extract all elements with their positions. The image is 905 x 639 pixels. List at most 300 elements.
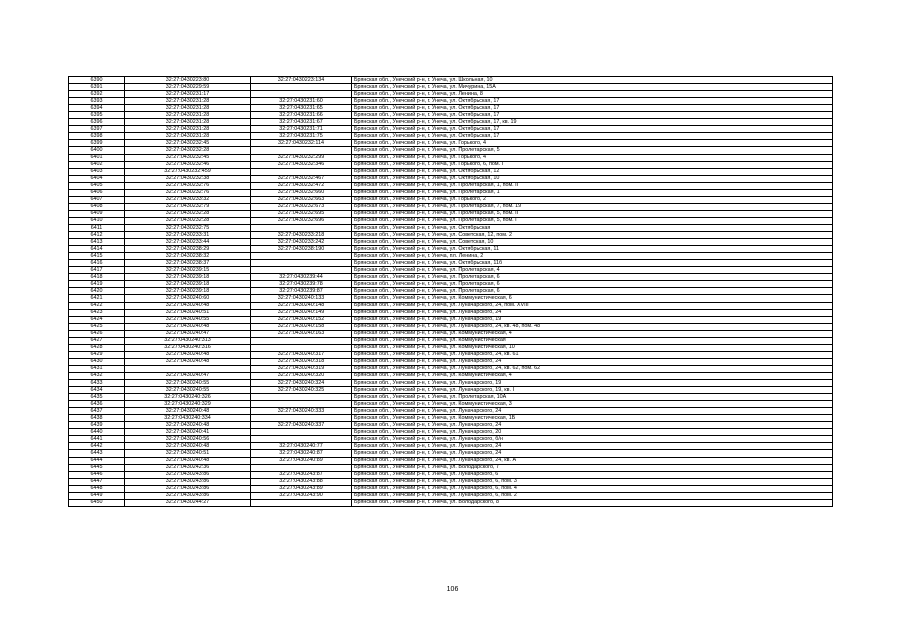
building-number-cell: 32:27:0430240:320	[251, 372, 352, 379]
table-row	[69, 387, 833, 394]
building-number-cell: 32:27:0430243:90	[251, 492, 352, 499]
building-number-cell: 32:27:0430231:65	[251, 105, 352, 112]
address-cell: Брянская обл., Унечский р-н, г. Унеча, ул. Октябрьская, 17	[352, 98, 833, 105]
row-number-cell: 6414	[69, 246, 125, 253]
parcel-number-cell: 32:27:0430240:316	[125, 344, 251, 351]
row-number-cell: 6420	[69, 288, 125, 295]
address-cell: Брянская обл., Унечский р-н, г. Унеча, ул. Школьная, 10	[352, 77, 833, 84]
address-cell: Брянская обл., Унечский р-н, г. Унеча, ул. Луначарского, 6	[352, 471, 833, 478]
building-number-cell: 32:27:0430243:87	[251, 471, 352, 478]
building-number-cell: 32:27:0430231:66	[251, 112, 352, 119]
table-row	[69, 203, 833, 210]
row-number-cell: 6440	[69, 429, 125, 436]
table-row	[69, 408, 833, 415]
parcel-number-cell: 32:27:0430232:75	[125, 224, 251, 231]
building-number-cell: 32:27:0430231:75	[251, 133, 352, 140]
address-cell: Брянская обл., Унечский р-н, г. Унеча, ул. Луначарского, 6, пом. 4	[352, 485, 833, 492]
building-number-cell	[251, 224, 352, 231]
cadastral-table	[68, 76, 833, 507]
building-number-cell: 32:27:0430240:324	[251, 380, 352, 387]
parcel-number-cell: 32:27:0430231:28	[125, 98, 251, 105]
address-cell: Брянская обл., Унечский р-н, г. Унеча, ул. Луначарского, 20	[352, 429, 833, 436]
parcel-number-cell: 32:27:0430240:48	[125, 408, 251, 415]
parcel-number-cell: 32:27:0430240:334	[125, 415, 251, 422]
table-row	[69, 253, 833, 260]
row-number-cell: 6429	[69, 351, 125, 358]
building-number-cell: 32:27:0430240:333	[251, 408, 352, 415]
row-number-cell: 6396	[69, 119, 125, 126]
parcel-number-cell: 32:27:0430232:76	[125, 189, 251, 196]
parcel-number-cell: 32:27:0430240:60	[125, 295, 251, 302]
row-number-cell: 6402	[69, 161, 125, 168]
row-number-cell: 6446	[69, 471, 125, 478]
table-row	[69, 210, 833, 217]
table-row	[69, 175, 833, 182]
table-body	[69, 77, 833, 507]
table-row	[69, 281, 833, 288]
parcel-number-cell: 32:27:0430232:76	[125, 182, 251, 189]
table-row	[69, 422, 833, 429]
table-row	[69, 330, 833, 337]
row-number-cell: 6398	[69, 133, 125, 140]
parcel-number-cell: 32:27:0430240:326	[125, 394, 251, 401]
row-number-cell: 6391	[69, 84, 125, 91]
address-cell: Брянская обл., Унечский р-н, г. Унеча, ул. Коммунистическая, 1Б	[352, 415, 833, 422]
row-number-cell: 6410	[69, 217, 125, 224]
address-cell: Брянская обл., Унечский р-н, г. Унеча, пл. Ленина, 2	[352, 253, 833, 260]
parcel-number-cell: 32:27:0430232:28	[125, 217, 251, 224]
row-number-cell: 6427	[69, 337, 125, 344]
address-cell: Брянская обл., Унечский р-н, г. Унеча, ул. Октябрьская, 17	[352, 112, 833, 119]
row-number-cell: 6418	[69, 274, 125, 281]
parcel-number-cell: 32:27:0430243:86	[125, 485, 251, 492]
row-number-cell: 6403	[69, 168, 125, 175]
address-cell: Брянская обл., Унечский р-н, г. Унеча, ул. Октябрьская, 12	[352, 168, 833, 175]
table-row	[69, 372, 833, 379]
address-cell: Брянская обл., Унечский р-н, г. Унеча, ул. Луначарского, 19	[352, 316, 833, 323]
building-number-cell: 32:27:0430232:663	[251, 196, 352, 203]
parcel-number-cell: 32:27:0430239:18	[125, 288, 251, 295]
table-row	[69, 450, 833, 457]
row-number-cell: 6399	[69, 140, 125, 147]
address-cell: Брянская обл., Унечский р-н, г. Унеча, ул. Октябрьская, 11	[352, 246, 833, 253]
address-cell: Брянская обл., Унечский р-н, г. Унеча, ул. Горького, 6, пом. I	[352, 161, 833, 168]
building-number-cell: 32:27:0430240:148	[251, 302, 352, 309]
row-number-cell: 6426	[69, 330, 125, 337]
address-cell: Брянская обл., Унечский р-н, г. Унеча, ул. Пролетарская, 5	[352, 147, 833, 154]
building-number-cell: 32:27:0430240:87	[251, 450, 352, 457]
building-number-cell: 32:27:0430231:67	[251, 119, 352, 126]
row-number-cell: 6433	[69, 380, 125, 387]
building-number-cell: 32:27:0430240:133	[251, 295, 352, 302]
row-number-cell: 6423	[69, 309, 125, 316]
row-number-cell: 6400	[69, 147, 125, 154]
table-row	[69, 232, 833, 239]
row-number-cell: 6401	[69, 154, 125, 161]
table-row	[69, 217, 833, 224]
row-number-cell: 6439	[69, 422, 125, 429]
building-number-cell: 32:27:0430240:325	[251, 387, 352, 394]
building-number-cell: 32:27:0430240:77	[251, 443, 352, 450]
address-cell: Брянская обл., Унечский р-н, г. Унеча, ул. Октябрьская, 17, кв. 19	[352, 119, 833, 126]
address-cell: Брянская обл., Унечский р-н, г. Унеча, ул. Горького, 4	[352, 140, 833, 147]
parcel-number-cell: 32:27:0430232:38	[125, 175, 251, 182]
address-cell: Брянская обл., Унечский р-н, г. Унеча, ул. Луначарского, 19, кв. I	[352, 387, 833, 394]
table-row	[69, 98, 833, 105]
address-cell: Брянская обл., Унечский р-н, г. Унеча, ул. Пролетарская, 10А	[352, 394, 833, 401]
table-row	[69, 133, 833, 140]
address-cell: Брянская обл., Унечский р-н, г. Унеча, ул. Луначарского, 24	[352, 443, 833, 450]
table-row	[69, 126, 833, 133]
table-row	[69, 429, 833, 436]
parcel-number-cell: 32:27:0430240:48	[125, 457, 251, 464]
parcel-number-cell: 32:27:0430231:28	[125, 133, 251, 140]
row-number-cell: 6450	[69, 499, 125, 506]
address-cell: Брянская обл., Унечский р-н, г. Унеча, ул. Пролетарская, 6	[352, 288, 833, 295]
address-cell: Брянская обл., Унечский р-н, г. Унеча, ул. Октябрьская, 17	[352, 126, 833, 133]
building-number-cell: 32:27:0430240:337	[251, 422, 352, 429]
table-row	[69, 274, 833, 281]
parcel-number-cell: 32:27:0430242:36	[125, 464, 251, 471]
table-row	[69, 436, 833, 443]
building-number-cell	[251, 260, 352, 267]
address-cell: Брянская обл., Унечский р-н, г. Унеча, ул. Пролетарская, 4	[352, 267, 833, 274]
parcel-number-cell: 32:27:0430239:15	[125, 267, 251, 274]
parcel-number-cell: 32:27:0430240:55	[125, 380, 251, 387]
address-cell: Брянская обл., Унечский р-н, г. Унеча, ул. Луначарского, 24, кв. 62, пом. 62	[352, 365, 833, 372]
parcel-number-cell: 32:27:0430232:28	[125, 210, 251, 217]
parcel-number-cell: 32:27:0430233:44	[125, 239, 251, 246]
row-number-cell: 6430	[69, 358, 125, 365]
parcel-number-cell: 32:27:0430240:48	[125, 358, 251, 365]
table-row	[69, 112, 833, 119]
table-row	[69, 316, 833, 323]
table-row	[69, 499, 833, 506]
parcel-number-cell: 32:27:0430240:313	[125, 337, 251, 344]
parcel-number-cell: 32:27:0430240:47	[125, 372, 251, 379]
table-row	[69, 380, 833, 387]
address-cell: Брянская обл., Унечский р-н, г. Унеча, ул. Коммунистическая, 10	[352, 344, 833, 351]
parcel-number-cell: 32:27:0430231:28	[125, 112, 251, 119]
building-number-cell: 32:27:0430233:218	[251, 232, 352, 239]
table-row	[69, 443, 833, 450]
building-number-cell: 32:27:0430232:472	[251, 182, 352, 189]
page-number: 106	[446, 586, 459, 593]
building-number-cell	[251, 464, 352, 471]
table-row	[69, 161, 833, 168]
building-number-cell	[251, 415, 352, 422]
row-number-cell: 6431	[69, 365, 125, 372]
parcel-number-cell: 32:27:0430239:18	[125, 281, 251, 288]
address-cell: Брянская обл., Унечский р-н, г. Унеча, ул. Луначарского, 6, пом. 2	[352, 492, 833, 499]
parcel-number-cell: 32:27:0430232:45	[125, 154, 251, 161]
address-cell: Брянская обл., Унечский р-н, г. Унеча, ул. Пролетарская, 1	[352, 189, 833, 196]
building-number-cell	[251, 168, 352, 175]
building-number-cell: 32:27:0430239:87	[251, 288, 352, 295]
row-number-cell: 6408	[69, 203, 125, 210]
building-number-cell: 32:27:0430232:114	[251, 140, 352, 147]
building-number-cell: 32:27:0430239:44	[251, 274, 352, 281]
address-cell: Брянская обл., Унечский р-н, г. Унеча, ул. Луначарского, 24, пом. XVIII	[352, 302, 833, 309]
row-number-cell: 6417	[69, 267, 125, 274]
row-number-cell: 6441	[69, 436, 125, 443]
address-cell: Брянская обл., Унечский р-н, г. Унеча, ул. Луначарского, 24	[352, 358, 833, 365]
row-number-cell: 6432	[69, 372, 125, 379]
address-cell: Брянская обл., Унечский р-н, г. Унеча, ул. Луначарского, 6, пом. 3	[352, 478, 833, 485]
building-number-cell	[251, 337, 352, 344]
address-cell: Брянская обл., Унечский р-н, г. Унеча, ул. Пролетарская, 6	[352, 281, 833, 288]
row-number-cell: 6412	[69, 232, 125, 239]
address-cell: Брянская обл., Унечский р-н, г. Унеча, ул. Мичурина, 15А	[352, 84, 833, 91]
address-cell: Брянская обл., Унечский р-н, г. Унеча, ул. Луначарского, 24	[352, 450, 833, 457]
address-cell: Брянская обл., Унечский р-н, г. Унеча, ул. Пролетарская, 5, пом. I	[352, 217, 833, 224]
row-number-cell: 6447	[69, 478, 125, 485]
row-number-cell: 6422	[69, 302, 125, 309]
building-number-cell: 32:27:0430239:78	[251, 281, 352, 288]
address-cell: Брянская обл., Унечский р-н, г. Унеча, ул. Коммунистическая, 6	[352, 295, 833, 302]
building-number-cell	[251, 147, 352, 154]
address-cell: Брянская обл., Унечский р-н, г. Унеча, ул. Луначарского, б/н	[352, 436, 833, 443]
address-cell: Брянская обл., Унечский р-н, г. Унеча, ул. Луначарского, 24, кв. 48, пом. 48	[352, 323, 833, 330]
building-number-cell	[251, 253, 352, 260]
parcel-number-cell: 32:27:0430240:41	[125, 429, 251, 436]
building-number-cell: 32:27:0430232:660	[251, 189, 352, 196]
parcel-number-cell: 32:27:0430232:46	[125, 161, 251, 168]
address-cell: Брянская обл., Унечский р-н, г. Унеча, ул. Ленина, 8	[352, 91, 833, 98]
table-row	[69, 492, 833, 499]
parcel-number-cell: 32:27:0430240:48	[125, 351, 251, 358]
table-row	[69, 224, 833, 231]
table-row	[69, 344, 833, 351]
parcel-number-cell: 32:27:0430232:45	[125, 140, 251, 147]
parcel-number-cell: 32:27:0430232:79	[125, 203, 251, 210]
table-row	[69, 358, 833, 365]
row-number-cell: 6428	[69, 344, 125, 351]
row-number-cell: 6390	[69, 77, 125, 84]
table-row	[69, 147, 833, 154]
row-number-cell: 6449	[69, 492, 125, 499]
building-number-cell: 32:27:0430223:134	[251, 77, 352, 84]
row-number-cell: 6395	[69, 112, 125, 119]
parcel-number-cell: 32:27:0430240:51	[125, 309, 251, 316]
parcel-number-cell: 32:27:0430240:48	[125, 443, 251, 450]
parcel-number-cell: 32:27:0430238:29	[125, 246, 251, 253]
row-number-cell: 6413	[69, 239, 125, 246]
address-cell: Брянская обл., Унечский р-н, г. Унеча, ул. Володарского, 7	[352, 464, 833, 471]
table-row	[69, 105, 833, 112]
row-number-cell: 6434	[69, 387, 125, 394]
parcel-number-cell: 32:27:0430240:48	[125, 422, 251, 429]
row-number-cell: 6392	[69, 91, 125, 98]
row-number-cell: 6406	[69, 189, 125, 196]
table-row	[69, 140, 833, 147]
table-row	[69, 365, 833, 372]
table-row	[69, 239, 833, 246]
building-number-cell	[251, 84, 352, 91]
table-row	[69, 84, 833, 91]
parcel-number-cell: 32:27:0430229:59	[125, 84, 251, 91]
parcel-number-cell: 32:27:0430240:329	[125, 401, 251, 408]
parcel-number-cell: 32:27:0430232:459	[125, 168, 251, 175]
table-row	[69, 302, 833, 309]
address-cell: Брянская обл., Унечский р-н, г. Унеча, ул. Октябрьская, 11б	[352, 260, 833, 267]
row-number-cell: 6424	[69, 316, 125, 323]
address-cell: Брянская обл., Унечский р-н, г. Унеча, ул. Коммунистическая, 4	[352, 372, 833, 379]
table-row	[69, 295, 833, 302]
table-row	[69, 196, 833, 203]
address-cell: Брянская обл., Унечский р-н, г. Унеча, ул. Советская, 12, пом. 2	[352, 232, 833, 239]
table-row	[69, 91, 833, 98]
parcel-number-cell: 32:27:0430223:80	[125, 77, 251, 84]
row-number-cell: 6394	[69, 105, 125, 112]
row-number-cell: 6393	[69, 98, 125, 105]
row-number-cell: 6448	[69, 485, 125, 492]
address-cell: Брянская обл., Унечский р-н, г. Унеча, ул. Луначарского, 19	[352, 380, 833, 387]
building-number-cell	[251, 401, 352, 408]
table-row	[69, 394, 833, 401]
row-number-cell: 6415	[69, 253, 125, 260]
building-number-cell	[251, 499, 352, 506]
building-number-cell: 32:27:0430240:152	[251, 316, 352, 323]
parcel-number-cell: 32:27:0430231:28	[125, 126, 251, 133]
table-row	[69, 267, 833, 274]
table-row	[69, 288, 833, 295]
table-row	[69, 478, 833, 485]
address-cell: Брянская обл., Унечский р-н, г. Унеча, ул. Луначарского, 24, кв. 61	[352, 351, 833, 358]
parcel-number-cell: 32:27:0430232:28	[125, 147, 251, 154]
row-number-cell: 6425	[69, 323, 125, 330]
parcel-number-cell: 32:27:0430244:27	[125, 499, 251, 506]
address-cell: Брянская обл., Унечский р-н, г. Унеча, ул. Луначарского, 24	[352, 309, 833, 316]
table-row	[69, 351, 833, 358]
parcel-number-cell: 32:27:0430243:86	[125, 478, 251, 485]
building-number-cell: 32:27:0430240:318	[251, 358, 352, 365]
building-number-cell: 32:27:0430232:299	[251, 154, 352, 161]
address-cell: Брянская обл., Унечский р-н, г. Унеча, ул. Пролетарская, 7, пом. 19	[352, 203, 833, 210]
table-row	[69, 401, 833, 408]
address-cell: Брянская обл., Унечский р-н, г. Унеча, ул. Советская, 10	[352, 239, 833, 246]
parcel-number-cell: 32:27:0430240:47	[125, 330, 251, 337]
address-cell: Брянская обл., Унечский р-н, г. Унеча, ул. Луначарского, 24	[352, 408, 833, 415]
row-number-cell: 6419	[69, 281, 125, 288]
row-number-cell: 6438	[69, 415, 125, 422]
table-row	[69, 119, 833, 126]
parcel-number-cell: 32:27:0430233:32	[125, 196, 251, 203]
table-row	[69, 323, 833, 330]
building-number-cell	[251, 436, 352, 443]
table-row	[69, 246, 833, 253]
row-number-cell: 6411	[69, 224, 125, 231]
table-row	[69, 189, 833, 196]
address-cell: Брянская обл., Унечский р-н, г. Унеча, ул. Коммунистическая, 4	[352, 330, 833, 337]
building-number-cell	[251, 429, 352, 436]
parcel-number-cell: 32:27:0430231:28	[125, 119, 251, 126]
address-cell: Брянская обл., Унечский р-н, г. Унеча, ул. Октябрьская, 10	[352, 175, 833, 182]
building-number-cell	[251, 91, 352, 98]
building-number-cell: 32:27:0430240:149	[251, 309, 352, 316]
row-number-cell: 6444	[69, 457, 125, 464]
row-number-cell: 6421	[69, 295, 125, 302]
building-number-cell: 32:27:0430243:89	[251, 485, 352, 492]
building-number-cell: 32:27:0430240:317	[251, 351, 352, 358]
row-number-cell: 6442	[69, 443, 125, 450]
address-cell: Брянская обл., Унечский р-н, г. Унеча, ул. Горького, 2	[352, 196, 833, 203]
table-row	[69, 485, 833, 492]
address-cell: Брянская обл., Унечский р-н, г. Унеча, ул. Горького, 4	[352, 154, 833, 161]
address-cell: Брянская обл., Унечский р-н, г. Унеча, ул. Володарского, 8	[352, 499, 833, 506]
row-number-cell: 6404	[69, 175, 125, 182]
parcel-number-cell: 32:27:0430233:31	[125, 232, 251, 239]
parcel-number-cell: 32:27:0430231:28	[125, 105, 251, 112]
address-cell: Брянская обл., Унечский р-н, г. Унеча, ул. Коммунистическая, 3	[352, 401, 833, 408]
parcel-number-cell: 32:27:0430238:37	[125, 260, 251, 267]
table-row	[69, 77, 833, 84]
parcel-number-cell: 32:27:0430238:32	[125, 253, 251, 260]
building-number-cell	[251, 267, 352, 274]
table-row	[69, 260, 833, 267]
address-cell: Брянская обл., Унечский р-н, г. Унеча, ул. Коммунистическая	[352, 337, 833, 344]
address-cell: Брянская обл., Унечский р-н, г. Унеча, ул. Пролетарская, 6	[352, 274, 833, 281]
row-number-cell: 6397	[69, 126, 125, 133]
row-number-cell: 6416	[69, 260, 125, 267]
address-cell: Брянская обл., Унечский р-н, г. Унеча, ул. Пролетарская, 5, пом. II	[352, 210, 833, 217]
parcel-number-cell: 32:27:0430240:48	[125, 302, 251, 309]
row-number-cell: 6437	[69, 408, 125, 415]
building-number-cell: 32:27:0430232:467	[251, 175, 352, 182]
building-number-cell: 32:27:0430231:71	[251, 126, 352, 133]
parcel-number-cell: 32:27:0430240:55	[125, 316, 251, 323]
address-cell: Брянская обл., Унечский р-н, г. Унеча, ул. Луначарского, 24	[352, 422, 833, 429]
table-row	[69, 337, 833, 344]
building-number-cell: 32:27:0430233:242	[251, 239, 352, 246]
building-number-cell: 32:27:0430238:190	[251, 246, 352, 253]
table-row	[69, 415, 833, 422]
parcel-number-cell: 32:27:0430243:86	[125, 471, 251, 478]
parcel-number-cell	[125, 365, 251, 372]
building-number-cell: 32:27:0430240:319	[251, 365, 352, 372]
address-cell: Брянская обл., Унечский р-н, г. Унеча, ул. Луначарского, 24, кв. А	[352, 457, 833, 464]
table-row	[69, 154, 833, 161]
parcel-number-cell: 32:27:0430239:18	[125, 274, 251, 281]
address-cell: Брянская обл., Унечский р-н, г. Унеча, ул. Пролетарская, 1, пом. II	[352, 182, 833, 189]
row-number-cell: 6409	[69, 210, 125, 217]
building-number-cell: 32:27:0430240:89	[251, 457, 352, 464]
table-row	[69, 471, 833, 478]
table-row	[69, 309, 833, 316]
table-row	[69, 168, 833, 175]
parcel-number-cell: 32:27:0430243:86	[125, 492, 251, 499]
row-number-cell: 6436	[69, 401, 125, 408]
building-number-cell: 32:27:0430243:88	[251, 478, 352, 485]
parcel-number-cell: 32:27:0430240:51	[125, 450, 251, 457]
building-number-cell: 32:27:0430232:695	[251, 210, 352, 217]
building-number-cell: 32:27:0430232:696	[251, 217, 352, 224]
building-number-cell: 32:27:0430232:673	[251, 203, 352, 210]
building-number-cell: 32:27:0430240:163	[251, 330, 352, 337]
address-cell: Брянская обл., Унечский р-н, г. Унеча, ул. Октябрьская, 17	[352, 133, 833, 140]
building-number-cell	[251, 344, 352, 351]
row-number-cell: 6435	[69, 394, 125, 401]
building-number-cell: 32:27:0430231:60	[251, 98, 352, 105]
table-row	[69, 182, 833, 189]
building-number-cell: 32:27:0430240:158	[251, 323, 352, 330]
building-number-cell	[251, 394, 352, 401]
parcel-number-cell: 32:27:0430240:48	[125, 323, 251, 330]
table-row	[69, 457, 833, 464]
row-number-cell: 6407	[69, 196, 125, 203]
parcel-number-cell: 32:27:0430240:55	[125, 387, 251, 394]
building-number-cell: 32:27:0430232:346	[251, 161, 352, 168]
